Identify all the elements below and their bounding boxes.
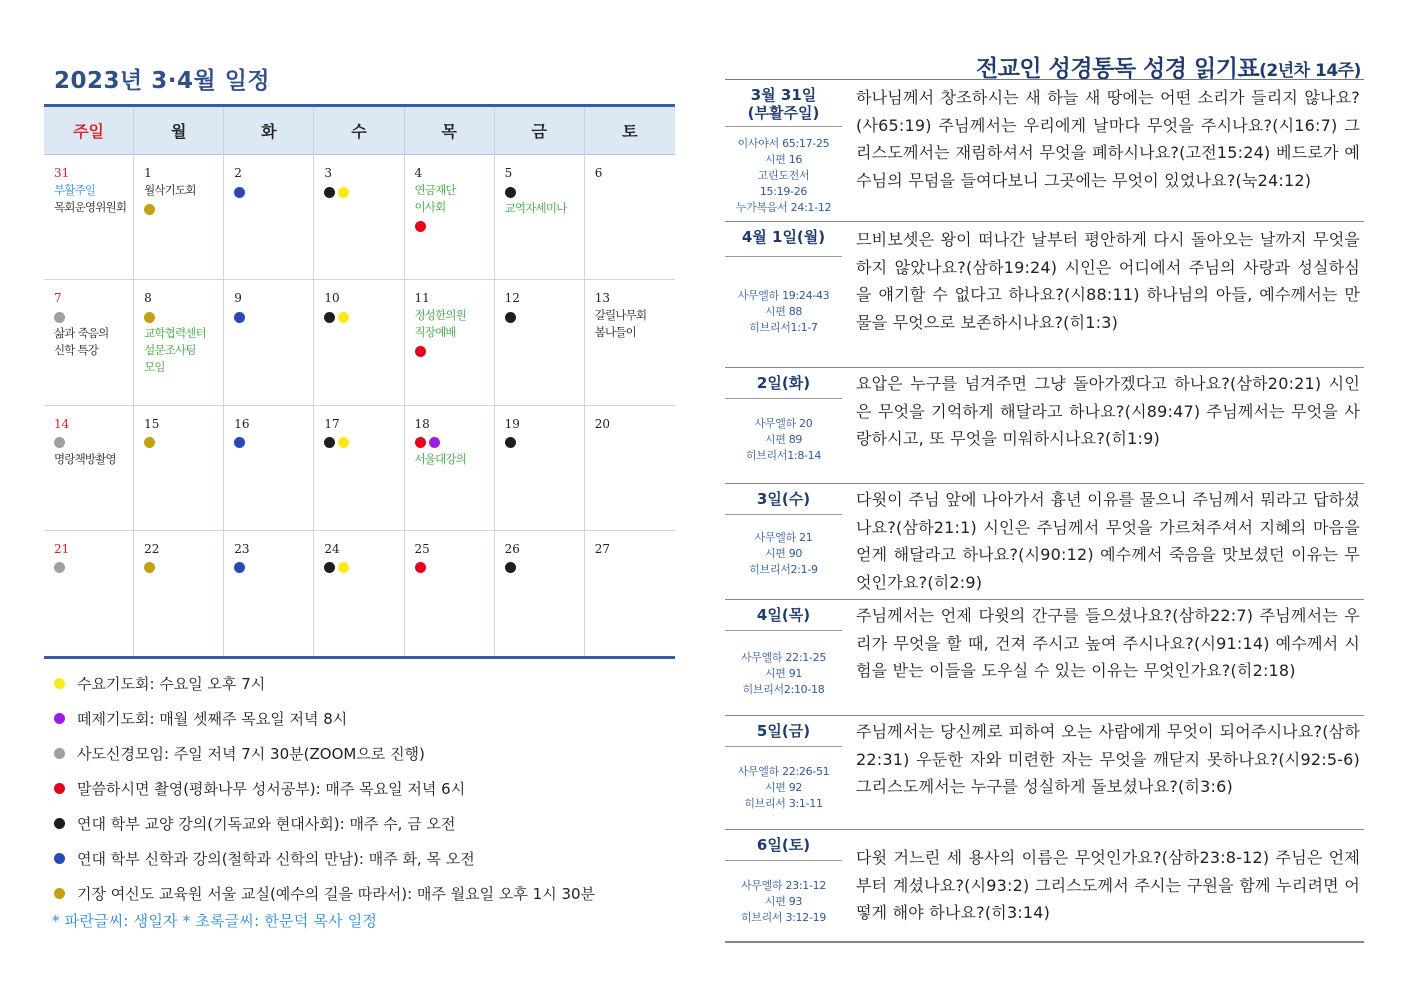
- weekday-header-cell: 수: [314, 107, 404, 154]
- reading-date: [725, 374, 842, 392]
- reading-reference: 시편 88: [764, 305, 803, 318]
- reading-date-divider: [725, 630, 842, 631]
- event-dots: [324, 437, 397, 449]
- event-dot-gray: [54, 312, 65, 323]
- calendar-day-cell: [134, 531, 224, 656]
- reading-plan-bottom-rule: [725, 942, 1364, 943]
- event-dots: [54, 437, 127, 449]
- day-number: 24: [324, 541, 340, 556]
- reading-reference: 이사야서 65:17-25: [737, 137, 830, 150]
- legend-item: [54, 806, 694, 841]
- legend-item: [54, 701, 694, 736]
- calendar-event: 삶과 죽음의: [54, 326, 109, 341]
- event-dots: [505, 562, 578, 574]
- legend-dot-gold: [54, 888, 65, 899]
- reading-date-line: 5일(금): [756, 722, 811, 740]
- day-number: 18: [414, 416, 430, 431]
- day-number: 27: [594, 541, 611, 556]
- event-dots: [234, 437, 307, 449]
- event-dots: [505, 311, 578, 323]
- event-dots: [415, 562, 488, 574]
- day-number: 16: [234, 416, 250, 431]
- day-number: 31: [54, 166, 70, 180]
- calendar-day-cell: [224, 280, 314, 405]
- reading-questions: 므비보셋은 왕이 떠나간 날부터 평안하게 다시 돌아오는 날까지 무엇을 하지 않았나요?(삼하19:24) 시인은 어디에서 주님의 사랑과 성실하심을 얘기할 수 없다고 하나요?(시88:11) 하나님의 아들, 예수께서는 만물을 무엇으로 보존하시나요?(히1:3): [856, 230, 1360, 332]
- reading-reference: 히브리서1:1-7: [749, 321, 818, 334]
- calendar-day-cell: [405, 531, 495, 656]
- reading-plan-row: [725, 222, 1364, 368]
- calendar-day-cell: [495, 155, 585, 280]
- calendar-day-cell: [314, 531, 404, 656]
- reading-questions: 주님께서는 언제 다윗의 간구를 들으셨나요?(삼하22:7) 주님께서는 우리가 무엇을 할 때, 건져 주시고 높여 주시나요?(시91:14) 예수께서 시험을 받는 이들을 도우실 수 있는 이유는 무엇인가요?(히2:18): [856, 606, 1360, 680]
- legend-item: [54, 876, 694, 911]
- day-number: 4: [414, 166, 423, 180]
- day-number: 12: [504, 291, 520, 306]
- event-dot-black: [505, 437, 516, 448]
- calendar-event: 교역자세미나: [504, 201, 567, 215]
- day-number: 8: [144, 291, 152, 306]
- event-dots: [144, 311, 217, 323]
- calendar-title: 2023년 3·4월 일정: [54, 68, 271, 94]
- event-dots: [234, 562, 307, 574]
- reading-reference: 사무엘하 20: [754, 417, 813, 430]
- event-dot-blue: [234, 312, 245, 323]
- event-dots: [505, 437, 578, 449]
- day-number: 5: [504, 166, 513, 180]
- day-number: 6: [594, 166, 603, 180]
- calendar-day-cell: [585, 406, 675, 531]
- reading-reference: 사무엘하 22:1-25: [740, 651, 827, 664]
- reading-references: [725, 136, 842, 216]
- weekday-header-cell: 금: [495, 107, 585, 154]
- calendar-day-cell: [134, 155, 224, 280]
- reading-date-divider: [725, 126, 842, 127]
- reading-plan-row: [725, 80, 1364, 222]
- calendar-day-cell: [224, 155, 314, 280]
- reading-date: [725, 228, 842, 246]
- reading-questions: 주님께서는 당신께로 피하여 오는 사람에게 무엇이 되어주시나요?(삼하22:31) 우둔한 자와 미련한 자는 무엇을 깨닫지 못하나요?(시92:5-6) 그리스도께서는 누구를 성실하게 돌보셨나요?(히3:6): [856, 722, 1360, 796]
- reading-date: [725, 490, 842, 508]
- event-dots: [415, 437, 488, 449]
- event-dot-gray: [54, 562, 65, 573]
- day-number: 14: [54, 416, 70, 431]
- calendar-event: 신학 특강: [54, 343, 99, 358]
- reading-date-line: 4월 1일(월): [741, 228, 826, 246]
- reading-questions: 다윗 거느린 세 용사의 이름은 무엇인가요?(삼하23:8-12) 주님은 언제부터 계셨나요?(시93:2) 그리스도께서 주시는 구원을 함께 누리려면 어떻게 해야 하나요?(히3:14): [856, 848, 1360, 922]
- reading-date-line: 6일(토): [756, 836, 811, 854]
- event-dot-gold: [144, 204, 155, 215]
- reading-references: [725, 878, 842, 926]
- legend-text: 말씀하시면 촬영(평화나무 성서공부): 매주 목요일 저녁 6시: [77, 780, 466, 798]
- event-dot-gold: [144, 562, 155, 573]
- legend-dot-gray: [54, 748, 65, 759]
- reading-references: [725, 650, 842, 698]
- event-dots: [505, 186, 578, 198]
- event-dot-gold: [144, 312, 155, 323]
- weekday-header-cell: 토: [622, 122, 638, 141]
- calendar-day-cell: [405, 280, 495, 405]
- calendar-event: 명랑책방촬영: [54, 451, 116, 466]
- calendar-day-cell: [134, 280, 224, 405]
- event-dot-black: [324, 562, 335, 573]
- reading-date-line: 3월 31일: [750, 86, 817, 104]
- event-dot-black: [505, 312, 516, 323]
- legend-dot-red: [54, 783, 65, 794]
- event-dot-black: [505, 562, 516, 573]
- reading-date-line: 4일(목): [756, 606, 811, 624]
- event-dots: [415, 220, 488, 232]
- reading-reference: 누가복음서 24:1-12: [735, 201, 832, 214]
- legend-item: [54, 841, 694, 876]
- reading-reference: 사무엘하 19:24-43: [737, 289, 830, 302]
- calendar-day-cell: [224, 531, 314, 656]
- day-number: 17: [324, 416, 340, 431]
- calendar-grid: [44, 155, 675, 656]
- reading-references: [725, 764, 842, 812]
- reading-reference: 히브리서2:10-18: [742, 683, 825, 696]
- legend-item: [54, 771, 694, 806]
- event-dot-black: [324, 312, 335, 323]
- legend-text: 떼제기도회: 매월 셋째주 목요일 저녁 8시: [77, 710, 348, 728]
- event-dot-yellow: [338, 312, 349, 323]
- reading-date-line: 3일(수): [756, 490, 811, 508]
- calendar-event: 직장예배: [414, 325, 456, 340]
- reading-plan-title-main: 전교인 성경통독 성경 읽기표: [976, 56, 1260, 82]
- event-dots: [54, 311, 127, 323]
- day-number: 15: [144, 416, 160, 431]
- reading-date-divider: [725, 398, 842, 399]
- event-dot-red: [415, 221, 426, 232]
- calendar-table: [44, 104, 675, 659]
- day-number: 11: [414, 291, 430, 306]
- calendar-event: 모임: [144, 360, 165, 375]
- reading-reference: 사무엘하 21: [754, 531, 813, 544]
- event-dots: [234, 311, 307, 323]
- day-number: 10: [324, 291, 340, 306]
- weekday-header-cell: 주일: [44, 107, 134, 154]
- day-number: 23: [234, 541, 250, 556]
- legend: [54, 666, 694, 911]
- day-number: 25: [414, 541, 430, 556]
- event-dot-blue: [234, 562, 245, 573]
- reading-date-divider: [725, 256, 842, 257]
- event-dot-purple: [429, 437, 440, 448]
- legend-footnote: * 파란글씨: 생일자 * 초록글씨: 한문덕 목사 일정: [52, 912, 378, 930]
- reading-references: [725, 530, 842, 578]
- event-dots: [415, 345, 488, 357]
- event-dot-gray: [54, 437, 65, 448]
- reading-reference: 히브리서 3:1-11: [744, 797, 823, 810]
- reading-references: [725, 416, 842, 464]
- reading-reference: 시편 92: [764, 781, 803, 794]
- day-number: 2: [234, 166, 242, 180]
- event-dot-red: [415, 437, 426, 448]
- reading-reference: 히브리서 3:12-19: [740, 911, 827, 924]
- reading-questions: 하나님께서 창조하시는 새 하늘 새 땅에는 어떤 소리가 들리지 않나요?(사65:19) 주님께서는 우리에게 날마다 무엇을 주시나요?(시16:7) 그리스도께서는 재림하셔서 무엇을 폐하시나요?(고전15:24) 베드로가 예수님의 무덤을 들여다보니 그곳에는 무엇이 있었나요?(눅24:12): [856, 88, 1360, 190]
- calendar-day-cell: [495, 280, 585, 405]
- event-dots: [324, 186, 397, 198]
- reading-reference: 시편 93: [764, 895, 803, 908]
- reading-date: [725, 836, 842, 854]
- reading-date: [725, 606, 842, 624]
- event-dots: [144, 203, 217, 215]
- calendar-day-cell: [44, 280, 134, 405]
- reading-date-divider: [725, 860, 842, 861]
- calendar-event: 갈릴나무회: [594, 308, 647, 323]
- reading-plan-title-sub: (2년차 14주): [1259, 61, 1361, 81]
- calendar-day-cell: [585, 280, 675, 405]
- reading-reference: 히브리서1:8-14: [745, 449, 822, 462]
- calendar-event: 정성한의원: [414, 308, 467, 323]
- calendar-day-cell: [405, 406, 495, 531]
- reading-date-line: (부활주일): [747, 104, 820, 122]
- reading-reference: 사무엘하 23:1-12: [740, 879, 827, 892]
- event-dots: [234, 186, 307, 198]
- event-dots: [324, 311, 397, 323]
- calendar-day-cell: [314, 280, 404, 405]
- reading-reference: 15:19-26: [759, 185, 808, 198]
- legend-dot-purple: [54, 713, 65, 724]
- calendar-event: 부활주일: [54, 183, 96, 197]
- event-dots: [144, 437, 217, 449]
- event-dots: [54, 562, 127, 574]
- calendar-day-cell: [134, 406, 224, 531]
- day-number: 7: [54, 291, 62, 306]
- calendar-event: 목회운영위원회: [54, 200, 127, 214]
- legend-dot-black: [54, 818, 65, 829]
- legend-text: 사도신경모임: 주일 저녁 7시 30분(ZOOM으로 진행): [77, 745, 425, 763]
- calendar-event: 서울대강의: [414, 451, 467, 466]
- day-number: 26: [504, 541, 520, 556]
- calendar-day-cell: [44, 155, 134, 280]
- reading-reference: 히브리서2:1-9: [749, 563, 818, 576]
- reading-reference: 시편 16: [764, 153, 803, 166]
- calendar-day-cell: [314, 155, 404, 280]
- day-number: 20: [594, 416, 611, 431]
- weekday-header-cell: 목: [405, 107, 495, 154]
- event-dot-gold: [144, 437, 155, 448]
- day-number: 19: [504, 416, 520, 431]
- reading-date-line: 2일(화): [756, 374, 811, 392]
- day-number: 3: [324, 166, 333, 180]
- reading-plan-row: [725, 484, 1364, 600]
- reading-plan-row: [725, 830, 1364, 942]
- legend-text: 연대 학부 신학과 강의(철학과 신학의 만남): 매주 화, 목 오전: [77, 850, 475, 868]
- calendar-day-cell: [44, 531, 134, 656]
- reading-reference: 사무엘하 22:26-51: [737, 765, 830, 778]
- calendar-day-cell: [585, 531, 675, 656]
- calendar-day-cell: [585, 155, 675, 280]
- reading-reference: 고린도전서: [757, 169, 810, 182]
- weekday-header-cell: 월: [134, 107, 224, 154]
- reading-reference: 시편 89: [764, 433, 803, 446]
- legend-text: 기장 여신도 교육원 서울 교실(예수의 길을 따라서): 매주 월요일 오후 1시 30분: [77, 885, 596, 903]
- legend-dot-yellow: [54, 678, 65, 689]
- reading-questions: 다윗이 주님 앞에 나아가서 흉년 이유를 물으니 주님께서 뭐라고 답하셨나요?(삼하21:1) 시인은 주님께서 무엇을 가르쳐주셔서 지혜의 마음을 얻게 해달라고 하나요?(시90:12) 예수께서 죽음을 맛보셨던 이유는 무엇인가요?(히2:9): [856, 490, 1360, 592]
- day-number: 22: [144, 541, 160, 556]
- calendar-day-cell: [405, 155, 495, 280]
- reading-references: [725, 288, 842, 336]
- day-number: 13: [594, 291, 611, 306]
- reading-date-divider: [725, 746, 842, 747]
- legend-text: 수요기도회: 수요일 오후 7시: [77, 675, 266, 693]
- calendar-day-cell: [495, 531, 585, 656]
- reading-reference: 시편 91: [764, 667, 803, 680]
- event-dot-black: [324, 437, 335, 448]
- event-dots: [324, 562, 397, 574]
- reading-date-divider: [725, 514, 842, 515]
- event-dots: [144, 562, 217, 574]
- day-number: 21: [54, 541, 70, 556]
- reading-questions: 요압은 누구를 넘겨주면 그냥 돌아가겠다고 하나요?(삼하20:21) 시인은 무엇을 기억하게 해달라고 하나요?(시89:47) 주님께서는 무엇을 사랑하시고, 또 무엇을 미워하시나요?(히1:9): [856, 374, 1360, 448]
- calendar-day-cell: [44, 406, 134, 531]
- calendar-event: 월삭기도회: [144, 183, 196, 197]
- event-dot-black: [324, 187, 335, 198]
- event-dot-black: [505, 187, 516, 198]
- reading-date: [725, 86, 842, 122]
- calendar-event: 교학협력센터: [144, 326, 206, 341]
- day-number: 9: [234, 291, 242, 306]
- calendar-event: 설문조사팀: [144, 343, 196, 358]
- legend-item: [54, 666, 694, 701]
- day-number: 1: [144, 166, 152, 180]
- event-dot-red: [415, 562, 426, 573]
- calendar-day-cell: [224, 406, 314, 531]
- weekday-header: [44, 107, 675, 155]
- reading-reference: 시편 90: [764, 547, 803, 560]
- legend-item: [54, 736, 694, 771]
- calendar-day-cell: [495, 406, 585, 531]
- reading-plan-row: [725, 600, 1364, 716]
- reading-plan-row: [725, 368, 1364, 484]
- event-dot-blue: [234, 437, 245, 448]
- legend-dot-blue: [54, 853, 65, 864]
- event-dot-yellow: [338, 187, 349, 198]
- calendar-event: 연금재단: [414, 183, 456, 197]
- calendar-event: 이사회: [414, 200, 446, 214]
- calendar-event: 봄나들이: [594, 325, 636, 340]
- event-dot-blue: [234, 187, 245, 198]
- event-dot-red: [415, 346, 426, 357]
- calendar-day-cell: [314, 406, 404, 531]
- event-dot-yellow: [338, 562, 349, 573]
- reading-date: [725, 722, 842, 740]
- event-dot-yellow: [338, 437, 349, 448]
- reading-plan-row: [725, 716, 1364, 830]
- legend-text: 연대 학부 교양 강의(기독교와 현대사회): 매주 수, 금 오전: [77, 815, 456, 833]
- weekday-header-cell: 화: [224, 107, 314, 154]
